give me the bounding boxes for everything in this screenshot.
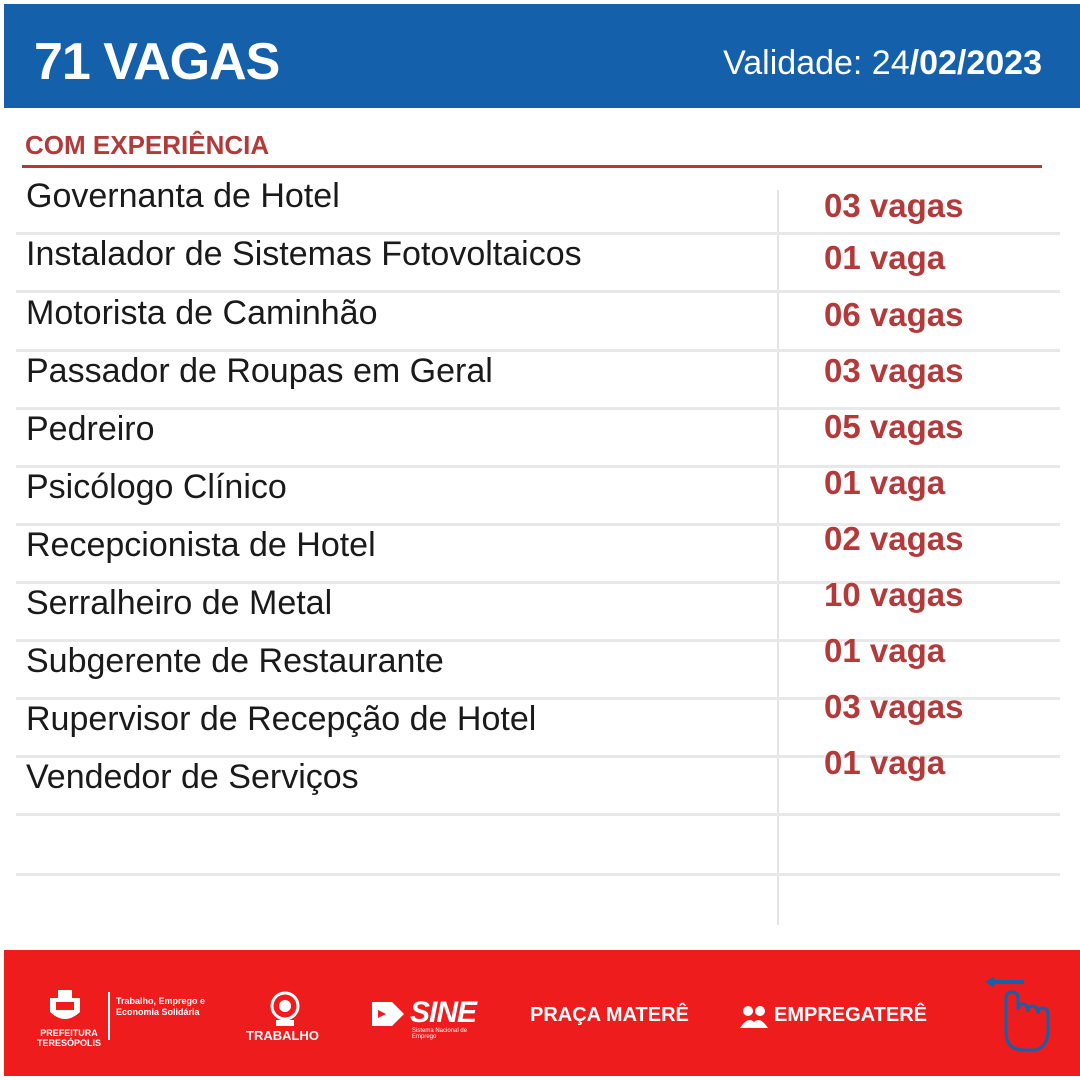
job-quantity: 03 vagas [824,352,964,389]
validity-date [723,44,1042,83]
validity-prefix: Validade: 24 [723,44,910,82]
logo-separator [108,992,110,1040]
sine-subtitle: Sistema Nacional de Emprego [412,1028,468,1040]
job-title: Vendedor de Serviços [26,758,359,796]
empty-row [16,816,1060,876]
job-quantity: 10 vagas [824,576,964,613]
empregatere-logo [738,1002,948,1032]
job-quantity: 01 vaga [824,239,946,276]
prefeitura-logo [26,990,216,1050]
sine-label: SINE [410,996,477,1029]
job-quantity: 01 vaga [824,744,946,781]
job-quantity: 05 vagas [824,408,964,445]
job-quantity: 02 vagas [824,520,964,557]
job-title: Psicólogo Clínico [26,468,287,506]
praca-matere-logo: PRAÇA MATERÊ [530,1004,689,1026]
sine-logo-icon [370,996,406,1032]
job-quantity: 03 vagas [824,688,964,725]
job-quantity: 03 vagas [824,187,964,224]
job-title: Recepcionista de Hotel [26,526,376,564]
footer-banner [4,950,1080,1076]
empregatere-label: EMPREGATERÊ [774,1004,927,1026]
trabalho-crest-icon [268,990,302,1028]
job-title: Passador de Roupas em Geral [26,352,493,390]
vacancy-count-title: 71 VAGAS [34,33,280,91]
job-row [16,292,1060,352]
sine-logo [370,996,490,1040]
secretaria-label: Trabalho, Emprego e Economia Solidária [116,996,206,1017]
prefeitura-crest-icon [46,990,84,1026]
job-quantity: 01 vaga [824,464,946,501]
job-title: Serralheiro de Metal [26,584,333,622]
section-title: COM EXPERIÊNCIA [25,130,270,160]
job-title: Governanta de Hotel [26,177,340,215]
emprega-people-icon [738,1004,770,1030]
trabalho-logo [242,990,332,1050]
job-title: Instalador de Sistemas Fotovoltaicos [26,235,582,273]
prefeitura-label: PREFEITURA TERESÓPOLIS [36,1028,101,1048]
job-title: Motorista de Caminhão [26,294,378,332]
header-banner [4,4,1080,108]
job-row [16,520,1060,584]
job-row [16,466,1060,526]
job-row [16,175,1060,235]
trabalho-label: TRABALHO [246,1028,319,1043]
job-quantity: 06 vagas [824,296,964,333]
job-title: Rupervisor de Recepção de Hotel [26,700,537,738]
job-row [16,408,1060,468]
job-row [16,744,1060,816]
pointing-hand-icon [984,976,1054,1056]
job-title: Subgerente de Restaurante [26,642,444,680]
job-quantity: 01 vaga [824,632,946,669]
job-row [16,233,1060,293]
job-row [16,350,1060,410]
section-divider [22,165,1042,168]
validity-date-bold: /02/2023 [909,44,1042,82]
job-title: Pedreiro [26,410,155,448]
